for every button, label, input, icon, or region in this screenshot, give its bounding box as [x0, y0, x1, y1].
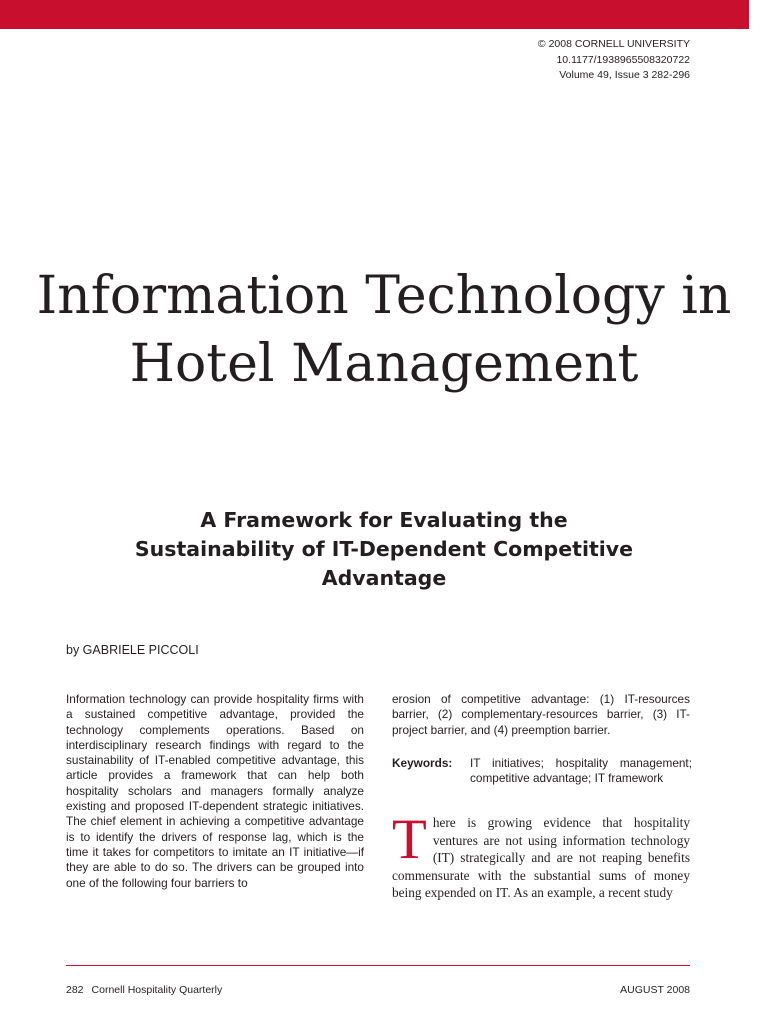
page-number: 282 [66, 984, 84, 996]
copyright-line: © 2008 CORNELL UNIVERSITY [537, 38, 690, 50]
footer-divider [66, 965, 690, 966]
journal-name: Cornell Hospitality Quarterly [91, 984, 223, 996]
keywords-label: Keywords: [392, 756, 453, 770]
drop-cap-letter: T [392, 808, 427, 871]
author-byline: by GABRIELE PICCOLI [66, 643, 199, 657]
doi-link[interactable]: 10.1177/1938965508320722 [556, 53, 690, 66]
footer-date: AUGUST 2008 [620, 984, 690, 996]
publication-meta [538, 37, 690, 84]
abstract-left-column: Information technology can provide hospitality firms with a sustained competitive advantage, provided the technology complements operations. Based on interdisciplinary research findings with regard to the sustainability of IT-enabled competitive advantage, this article provides a framework that can help both hospitality scholars and managers formally analyze existing and proposed IT-dependent strategic initiatives. The chief element in achieving a competitive advantage is to identify the drivers of response lag, which is the time it takes for competitors to imitate an IT initiative—if they are able to do so. The drivers can be grouped into one of the following four barriers to [66, 692, 364, 890]
header-color-bar [0, 0, 749, 29]
article-subtitle: A Framework for Evaluating the Sustainability of IT-Dependent Competitive Advantage [134, 508, 634, 590]
keywords-block [392, 756, 692, 787]
article-title: Information Technology in Hotel Management [36, 266, 732, 394]
body-paragraph [392, 808, 690, 902]
body-paragraph-text: here is growing evidence that hospitality ventures are not using information technology (IT) strategically and are not reaping benefits commensurate with the substantial sums of money being expended on IT. As an example, a recent study [392, 815, 690, 900]
keywords-list: IT initiatives; hospitality management; competitive advantage; IT framework [470, 756, 692, 786]
footer-journal [66, 984, 222, 996]
volume-issue-pages: Volume 49, Issue 3 282-296 [559, 69, 690, 81]
abstract-right-column: erosion of competitive advantage: (1) IT-resources barrier, (2) complementary-resources barrier, (3) IT-project barrier, and (4) preemption barrier. [392, 692, 690, 737]
